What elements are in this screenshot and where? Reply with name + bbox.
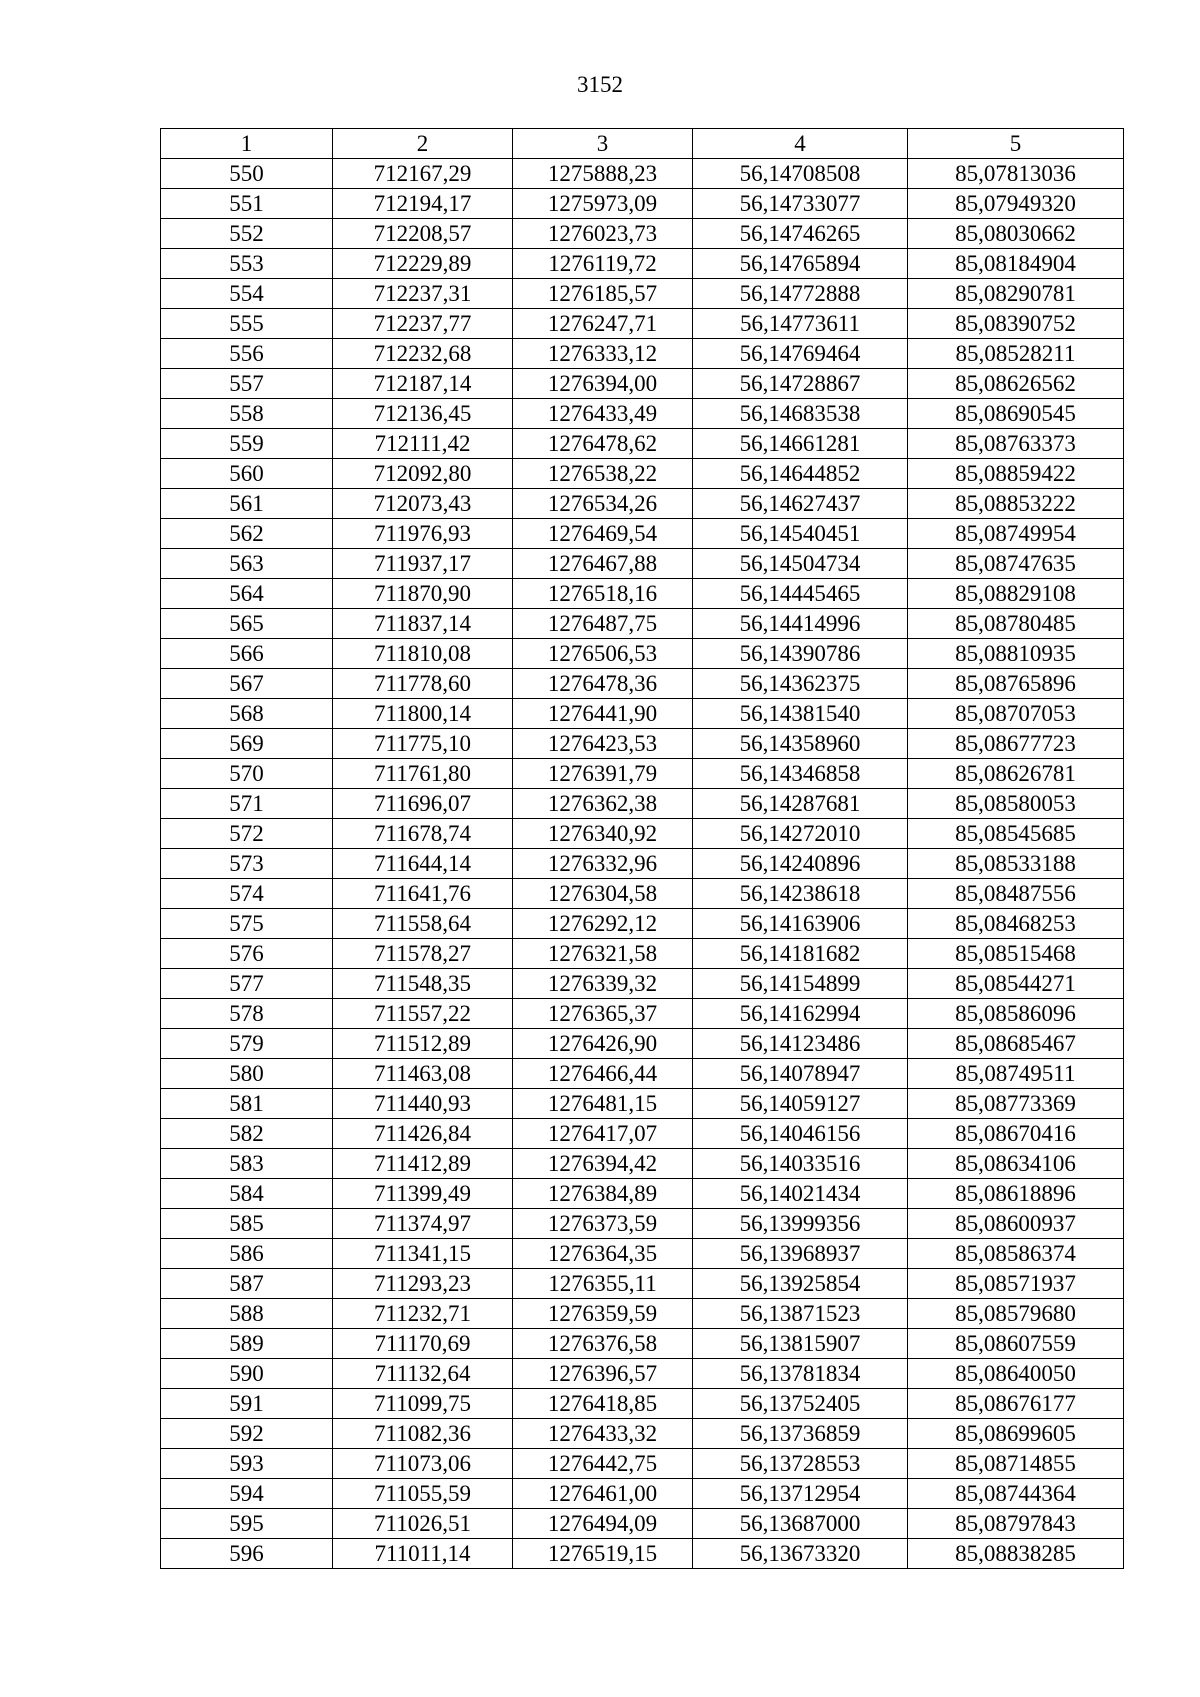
table-cell: 567 [161,669,333,699]
table-row [161,1059,1124,1089]
table-cell: 712167,29 [333,159,513,189]
table-cell: 711099,75 [333,1389,513,1419]
column-header: 5 [908,129,1124,159]
table-row [161,1269,1124,1299]
table-cell: 1276433,32 [513,1419,693,1449]
table-cell: 85,08618896 [908,1179,1124,1209]
table-cell: 56,14381540 [693,699,908,729]
table-row [161,1029,1124,1059]
table-cell: 1276364,35 [513,1239,693,1269]
table-cell: 1276304,58 [513,879,693,909]
table-cell: 711644,14 [333,849,513,879]
table-cell: 711026,51 [333,1509,513,1539]
table-cell: 56,14540451 [693,519,908,549]
table-cell: 570 [161,759,333,789]
table-cell: 56,14414996 [693,609,908,639]
table-cell: 85,08607559 [908,1329,1124,1359]
table-cell: 56,14765894 [693,249,908,279]
table-cell: 587 [161,1269,333,1299]
table-cell: 85,08634106 [908,1149,1124,1179]
table-cell: 56,13781834 [693,1359,908,1389]
table-cell: 711810,08 [333,639,513,669]
table-cell: 1276481,15 [513,1089,693,1119]
table-row [161,759,1124,789]
table-cell: 711557,22 [333,999,513,1029]
table-row [161,369,1124,399]
column-header: 3 [513,129,693,159]
table-row [161,309,1124,339]
table-cell: 562 [161,519,333,549]
table-cell: 577 [161,969,333,999]
table-cell: 85,08030662 [908,219,1124,249]
table-cell: 1276333,12 [513,339,693,369]
table-row [161,1419,1124,1449]
table-cell: 711641,76 [333,879,513,909]
table-cell: 1276339,32 [513,969,693,999]
table-cell: 581 [161,1089,333,1119]
table-cell: 56,14772888 [693,279,908,309]
table-cell: 711976,93 [333,519,513,549]
table-cell: 85,08626781 [908,759,1124,789]
table-cell: 591 [161,1389,333,1419]
table-row [161,909,1124,939]
page-number: 3152 [577,72,623,97]
table-cell: 85,08707053 [908,699,1124,729]
table-row [161,609,1124,639]
table-cell: 711170,69 [333,1329,513,1359]
table-cell: 85,08690545 [908,399,1124,429]
table-cell: 1276534,26 [513,489,693,519]
table-row [161,819,1124,849]
table-cell: 711512,89 [333,1029,513,1059]
table-cell: 56,13712954 [693,1479,908,1509]
table-cell: 85,08859422 [908,459,1124,489]
table-cell: 56,13728553 [693,1449,908,1479]
table-cell: 56,14708508 [693,159,908,189]
table-row [161,639,1124,669]
table-cell: 85,08676177 [908,1389,1124,1419]
table-cell: 85,08829108 [908,579,1124,609]
table-cell: 1276321,58 [513,939,693,969]
table-cell: 56,14661281 [693,429,908,459]
table-cell: 580 [161,1059,333,1089]
table-cell: 1276441,90 [513,699,693,729]
table-row [161,1089,1124,1119]
table-cell: 56,14644852 [693,459,908,489]
table-cell: 565 [161,609,333,639]
table-cell: 593 [161,1449,333,1479]
coordinates-table [160,128,1124,1569]
table-cell: 1276442,75 [513,1449,693,1479]
table-cell: 711073,06 [333,1449,513,1479]
table-cell: 711678,74 [333,819,513,849]
table-cell: 85,08749511 [908,1059,1124,1089]
table-cell: 596 [161,1539,333,1569]
table-cell: 56,13968937 [693,1239,908,1269]
table-cell: 585 [161,1209,333,1239]
table-cell: 85,08390752 [908,309,1124,339]
table-cell: 711778,60 [333,669,513,699]
table-cell: 711440,93 [333,1089,513,1119]
table-cell: 85,08487556 [908,879,1124,909]
table-cell: 594 [161,1479,333,1509]
table-cell: 550 [161,159,333,189]
table-cell: 1276362,38 [513,789,693,819]
table-cell: 56,14728867 [693,369,908,399]
table-cell: 553 [161,249,333,279]
table-cell: 1275973,09 [513,189,693,219]
table-row [161,459,1124,489]
table-cell: 711870,90 [333,579,513,609]
table-cell: 712194,17 [333,189,513,219]
table-row [161,879,1124,909]
table-cell: 559 [161,429,333,459]
table-cell: 56,13815907 [693,1329,908,1359]
table-cell: 589 [161,1329,333,1359]
table-cell: 1276376,58 [513,1329,693,1359]
table-cell: 711082,36 [333,1419,513,1449]
table-cell: 85,08586374 [908,1239,1124,1269]
column-header: 4 [693,129,908,159]
table-cell: 575 [161,909,333,939]
table-cell: 1276418,85 [513,1389,693,1419]
table-cell: 85,08763373 [908,429,1124,459]
table-cell: 56,14358960 [693,729,908,759]
table-row [161,1179,1124,1209]
table-cell: 586 [161,1239,333,1269]
table-cell: 56,13752405 [693,1389,908,1419]
table-cell: 56,13999356 [693,1209,908,1239]
table-cell: 564 [161,579,333,609]
table-cell: 56,14154899 [693,969,908,999]
table-cell: 711011,14 [333,1539,513,1569]
table-cell: 712237,77 [333,309,513,339]
table-cell: 711374,97 [333,1209,513,1239]
table-cell: 85,08685467 [908,1029,1124,1059]
table-row [161,1209,1124,1239]
table-cell: 85,08579680 [908,1299,1124,1329]
table-cell: 712073,43 [333,489,513,519]
table-cell: 85,08765896 [908,669,1124,699]
table-cell: 56,14362375 [693,669,908,699]
table-row [161,789,1124,819]
table-cell: 56,14733077 [693,189,908,219]
table-cell: 1276519,15 [513,1539,693,1569]
table-header-row [161,129,1124,159]
table-cell: 712187,14 [333,369,513,399]
table-cell: 711293,23 [333,1269,513,1299]
table-cell: 1276461,00 [513,1479,693,1509]
table-cell: 85,08677723 [908,729,1124,759]
table-cell: 85,07813036 [908,159,1124,189]
table-cell: 1276423,53 [513,729,693,759]
table-cell: 569 [161,729,333,759]
table-cell: 56,14627437 [693,489,908,519]
table-row [161,159,1124,189]
table-row [161,939,1124,969]
table-cell: 711132,64 [333,1359,513,1389]
table-cell: 711775,10 [333,729,513,759]
table-cell: 584 [161,1179,333,1209]
table-cell: 85,08533188 [908,849,1124,879]
table-cell: 85,08515468 [908,939,1124,969]
table-cell: 571 [161,789,333,819]
table-cell: 85,08714855 [908,1449,1124,1479]
table-cell: 551 [161,189,333,219]
table-cell: 712111,42 [333,429,513,459]
table-cell: 56,14769464 [693,339,908,369]
table-row [161,279,1124,309]
table-cell: 56,13925854 [693,1269,908,1299]
table-cell: 595 [161,1509,333,1539]
table-cell: 582 [161,1119,333,1149]
table-cell: 85,08747635 [908,549,1124,579]
table-cell: 711761,80 [333,759,513,789]
table-cell: 711399,49 [333,1179,513,1209]
table-cell: 85,08626562 [908,369,1124,399]
table-cell: 56,14272010 [693,819,908,849]
table-cell: 711800,14 [333,699,513,729]
table-cell: 712229,89 [333,249,513,279]
table-cell: 56,14746265 [693,219,908,249]
table-cell: 592 [161,1419,333,1449]
table-cell: 1276396,57 [513,1359,693,1389]
table-cell: 85,08544271 [908,969,1124,999]
table-cell: 56,14390786 [693,639,908,669]
column-header: 2 [333,129,513,159]
table-row [161,699,1124,729]
table-cell: 576 [161,939,333,969]
table-cell: 85,08810935 [908,639,1124,669]
table-cell: 1276332,96 [513,849,693,879]
table-row [161,549,1124,579]
table-cell: 712208,57 [333,219,513,249]
table-cell: 85,08290781 [908,279,1124,309]
table-cell: 1276478,36 [513,669,693,699]
table-cell: 56,14683538 [693,399,908,429]
table-cell: 85,08853222 [908,489,1124,519]
table-cell: 1276394,00 [513,369,693,399]
table-row [161,969,1124,999]
table-cell: 56,14287681 [693,789,908,819]
table-cell: 1276384,89 [513,1179,693,1209]
table-row [161,729,1124,759]
table-cell: 1276506,53 [513,639,693,669]
table-cell: 56,14123486 [693,1029,908,1059]
table-cell: 1276518,16 [513,579,693,609]
table-cell: 56,14773611 [693,309,908,339]
table-cell: 85,08797843 [908,1509,1124,1539]
table-cell: 563 [161,549,333,579]
table-cell: 711837,14 [333,609,513,639]
table-cell: 573 [161,849,333,879]
table-cell: 712092,80 [333,459,513,489]
table-cell: 572 [161,819,333,849]
table-row [161,1239,1124,1269]
table-cell: 85,08749954 [908,519,1124,549]
table-cell: 56,14240896 [693,849,908,879]
table-cell: 85,08773369 [908,1089,1124,1119]
table-cell: 556 [161,339,333,369]
table-cell: 56,14238618 [693,879,908,909]
table-cell: 554 [161,279,333,309]
table-row [161,1149,1124,1179]
table-cell: 711426,84 [333,1119,513,1149]
table-cell: 1276359,59 [513,1299,693,1329]
table-cell: 711558,64 [333,909,513,939]
table-cell: 711341,15 [333,1239,513,1269]
table-cell: 1276373,59 [513,1209,693,1239]
table-cell: 1276426,90 [513,1029,693,1059]
table-cell: 85,07949320 [908,189,1124,219]
table-row [161,1479,1124,1509]
table-cell: 711696,07 [333,789,513,819]
table-cell: 566 [161,639,333,669]
table-row [161,1329,1124,1359]
table-cell: 711548,35 [333,969,513,999]
table-row [161,249,1124,279]
table-cell: 574 [161,879,333,909]
table-cell: 56,14021434 [693,1179,908,1209]
table-cell: 712237,31 [333,279,513,309]
table-cell: 1275888,23 [513,159,693,189]
table-cell: 85,08838285 [908,1539,1124,1569]
table-cell: 85,08580053 [908,789,1124,819]
table-cell: 56,14346858 [693,759,908,789]
table-cell: 56,13687000 [693,1509,908,1539]
table-cell: 85,08670416 [908,1119,1124,1149]
table-cell: 1276466,44 [513,1059,693,1089]
table-cell: 588 [161,1299,333,1329]
table-cell: 712232,68 [333,339,513,369]
table-cell: 1276292,12 [513,909,693,939]
table-cell: 711463,08 [333,1059,513,1089]
table-cell: 558 [161,399,333,429]
table-cell: 552 [161,219,333,249]
table-cell: 56,14078947 [693,1059,908,1089]
table-cell: 1276355,11 [513,1269,693,1299]
table-cell: 1276467,88 [513,549,693,579]
table-cell: 711578,27 [333,939,513,969]
table-row [161,1389,1124,1419]
table-body [161,159,1124,1569]
table-cell: 56,14181682 [693,939,908,969]
table-cell: 85,08571937 [908,1269,1124,1299]
table-cell: 85,08640050 [908,1359,1124,1389]
table-cell: 711937,17 [333,549,513,579]
table-cell: 1276433,49 [513,399,693,429]
table-cell: 85,08545685 [908,819,1124,849]
table-cell: 56,14504734 [693,549,908,579]
table-cell: 560 [161,459,333,489]
table-cell: 712136,45 [333,399,513,429]
table-row [161,189,1124,219]
table-cell: 711412,89 [333,1149,513,1179]
table-cell: 568 [161,699,333,729]
table-cell: 56,14059127 [693,1089,908,1119]
table-cell: 85,08600937 [908,1209,1124,1239]
table-cell: 1276023,73 [513,219,693,249]
table-cell: 85,08468253 [908,909,1124,939]
table-cell: 1276494,09 [513,1509,693,1539]
table-cell: 590 [161,1359,333,1389]
table-cell: 85,08184904 [908,249,1124,279]
table-row [161,1539,1124,1569]
table-row [161,219,1124,249]
table-row [161,579,1124,609]
table-row [161,1359,1124,1389]
table-cell: 56,14445465 [693,579,908,609]
table-cell: 555 [161,309,333,339]
table-cell: 85,08780485 [908,609,1124,639]
table-cell: 1276538,22 [513,459,693,489]
table-cell: 711232,71 [333,1299,513,1329]
table-row [161,519,1124,549]
column-header: 1 [161,129,333,159]
table-row [161,669,1124,699]
table-cell: 583 [161,1149,333,1179]
table-row [161,1299,1124,1329]
table-cell: 1276247,71 [513,309,693,339]
table-cell: 1276417,07 [513,1119,693,1149]
table-row [161,1449,1124,1479]
table-cell: 1276340,92 [513,819,693,849]
table-row [161,849,1124,879]
table-cell: 56,14033516 [693,1149,908,1179]
table-cell: 1276394,42 [513,1149,693,1179]
table-cell: 85,08586096 [908,999,1124,1029]
table-row [161,399,1124,429]
table-cell: 56,14162994 [693,999,908,1029]
table-cell: 1276469,54 [513,519,693,549]
table-cell: 1276185,57 [513,279,693,309]
table-cell: 578 [161,999,333,1029]
table-row [161,1119,1124,1149]
table-cell: 56,13871523 [693,1299,908,1329]
table-cell: 56,14163906 [693,909,908,939]
table-cell: 56,13736859 [693,1419,908,1449]
table-cell: 1276487,75 [513,609,693,639]
table-cell: 85,08528211 [908,339,1124,369]
table-row [161,339,1124,369]
table-row [161,999,1124,1029]
table-cell: 1276391,79 [513,759,693,789]
table-cell: 711055,59 [333,1479,513,1509]
table-cell: 1276365,37 [513,999,693,1029]
table-cell: 56,13673320 [693,1539,908,1569]
table-cell: 579 [161,1029,333,1059]
table-cell: 561 [161,489,333,519]
table-cell: 85,08744364 [908,1479,1124,1509]
table-row [161,489,1124,519]
table-cell: 557 [161,369,333,399]
table-row [161,1509,1124,1539]
table-cell: 1276119,72 [513,249,693,279]
table-cell: 1276478,62 [513,429,693,459]
table-cell: 85,08699605 [908,1419,1124,1449]
table-row [161,429,1124,459]
table-cell: 56,14046156 [693,1119,908,1149]
